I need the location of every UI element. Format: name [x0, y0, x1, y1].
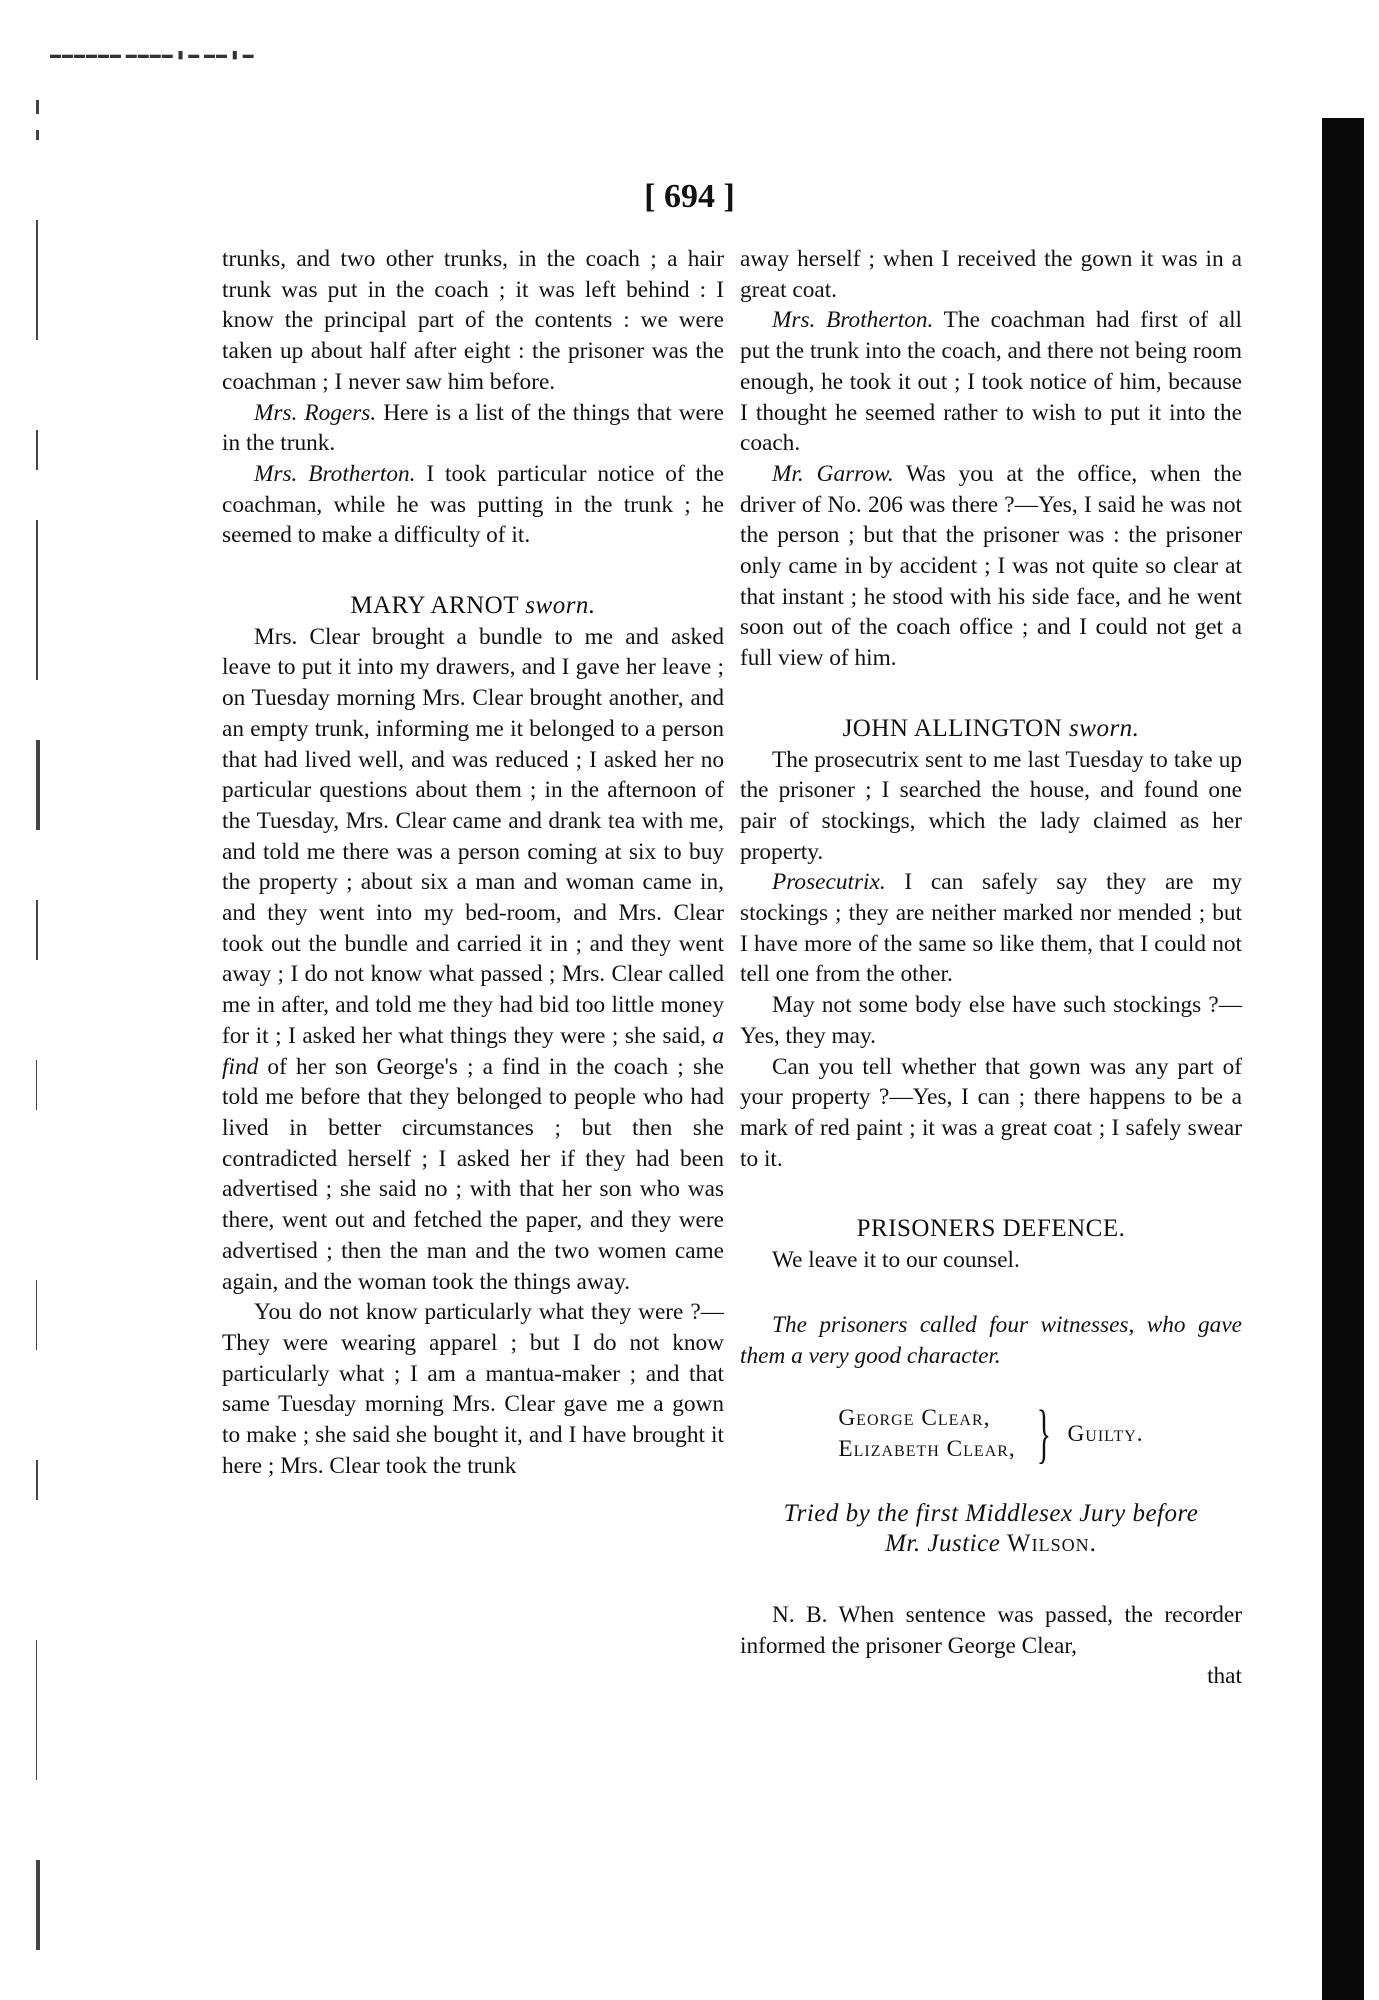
verdict-label: Guilty. [1067, 1420, 1144, 1447]
speaker: Prosecutrix. [772, 869, 886, 896]
left-column [222, 244, 724, 1481]
brace: } [1036, 1396, 1051, 1470]
paragraph: Can you tell whether that gown was any part of your property ?—Yes, I can ; there happens to be a mark of red paint ; it was a great coat ; I safely swear to it. [740, 1053, 1242, 1172]
scan-margin-marks: ▬▬▬▬▬▬ ▬▬▬▬ ▮ ▬ ▬▬ ▮ ▬ [50, 49, 255, 61]
paragraph: May not some body else have such stockings ?—Yes, they may. [740, 992, 1242, 1049]
right-column [740, 244, 1242, 1692]
speaker: Mrs. Brotherton. [772, 307, 934, 334]
judge-line: Mr. Justice Wilson. [885, 1530, 1097, 1558]
paragraph: Prosecutrix. I can safely say they are my stockings ; they are neither marked nor mended ; but I have more of the same so like them, that I could not tell one from the other. [740, 869, 1242, 988]
paragraph: trunks, and two other trunks, in the coach ; a hair trunk was put in the coach ; it was left behind : I know the principal part of the contents : we were taken up about half after eight : the prisoner was the coachman ; I never saw him before. [222, 246, 724, 395]
witness-heading: MARY ARNOT sworn. [350, 592, 596, 620]
page-number: [ 694 ] [644, 178, 735, 215]
catchword: that [1207, 1663, 1242, 1690]
defence-heading: PRISONERS DEFENCE. [856, 1215, 1126, 1243]
paragraph: Mrs. Brotherton. The coachman had first of all put the trunk into the coach, and there not being room enough, he took it out ; I took notice of him, because I thought he seemed rather to wish to put it into the coach. [740, 307, 1243, 457]
verdict [740, 1396, 1242, 1470]
defendant-name: Elizabeth Clear, [838, 1435, 1016, 1462]
binding-shadow [1322, 118, 1364, 2000]
paragraph: Mr. Garrow. Was you at the office, when the driver of No. 206 was there ?—Yes, I said he was not the person ; but that the prisoner was : the prisoner only came in by accident ; I was not quite so clear at that instant ; he stood with his side face, and he went soon out of the coach office ; and I could not get a full view of him. [740, 460, 1242, 672]
paragraph: Mrs. Rogers. Here is a list of the things that were in the trunk. [222, 399, 724, 457]
witness-note: The prisoners called four witnesses, who gave them a very good character. [740, 1311, 1242, 1369]
speaker: Mrs. Brotherton. [254, 460, 416, 487]
left-edge-noise [28, 100, 52, 1980]
speaker: Mrs. Rogers. [254, 399, 377, 426]
verdict-names [838, 1403, 1015, 1464]
paragraph: away herself ; when I received the gown it was in a great coat. [740, 246, 1242, 303]
tried-line: Tried by the first Middlesex Jury before [783, 1499, 1199, 1527]
paragraph: We leave it to our counsel. [772, 1247, 1020, 1274]
paragraph: You do not know particularly what they were ?—They were wearing apparel ; but I do not know particularly what ; I am a mantua-maker ; and that same Tuesday morning Mrs. Clear gave me a gown to make ; she said she bought it, and I have brought it here ; Mrs. Clear took the trunk [222, 1299, 724, 1479]
paragraph: N. B. When sentence was passed, the recorder informed the prisoner George Clear, [740, 1602, 1242, 1659]
defendant-name: George Clear, [838, 1405, 991, 1432]
paragraph: The prosecutrix sent to me last Tuesday to take up the prisoner ; I searched the house, and found one pair of stockings, which the lady claimed as her property. [740, 746, 1242, 865]
witness-heading: JOHN ALLINGTON sworn. [842, 714, 1140, 742]
speaker: Mr. Garrow. [772, 460, 894, 487]
paragraph: Mrs. Clear brought a bundle to me and asked leave to put it into my drawers, and I gave her leave ; on Tuesday morning Mrs. Clear brought another, and an empty trunk, informing me it belonged to a person that had lived well, and was reduced ; I asked her no particular questions about them ; in the afternoon of the Tuesday, Mrs. Clear came and drank tea with me, and told me there was a person coming at six to buy the property ; about six a man and woman came in, and they went into my bed-room, and Mrs. Clear took out the bundle and carried it in ; and they went away ; I do not know what passed ; Mrs. Clear called me in after, and told me they had bid too little money for it ; I asked her what things they were ; she said, a find of her son George's ; a find in the coach ; she told me before that they belonged to people who had lived in better circumstances ; but then she contradicted herself ; I asked her if they had been advertised ; she said no ; with that her son who was there, went out and fetched the paper, and they were advertised ; then the man and the two women came again, and the woman took the things away. [222, 623, 724, 1295]
paragraph: Mrs. Brotherton. I took particular notice of the coachman, while he was putting in the trunk ; he seemed to make a difficulty of it. [222, 460, 724, 549]
